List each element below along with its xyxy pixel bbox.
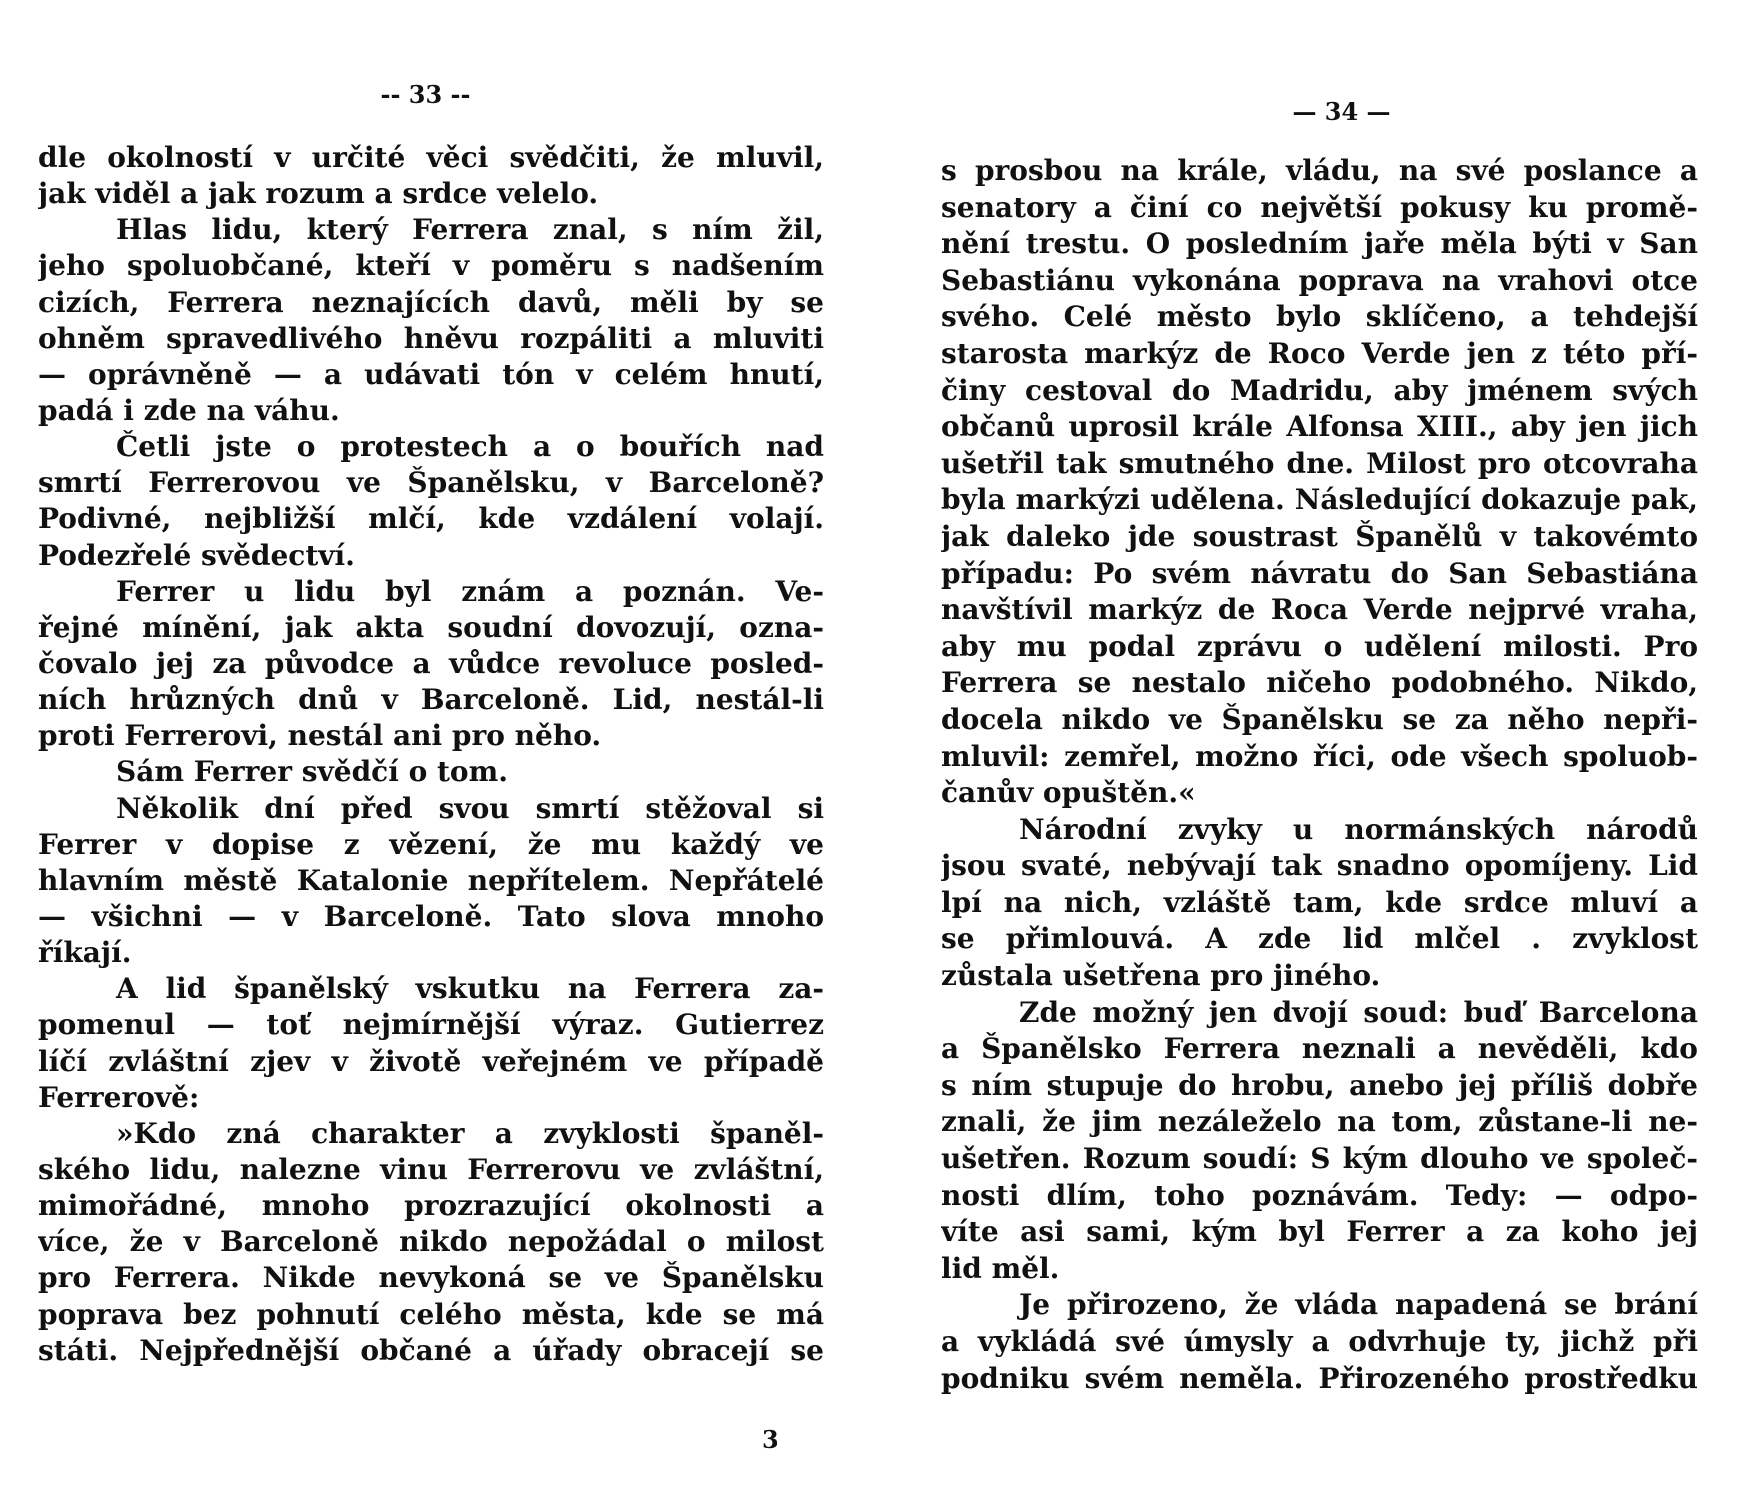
text-line: jsou svaté, nebývají tak snadno opomíjeny. Lid (941, 849, 1698, 883)
text-line: hlavním městě Katalonie nepřítelem. Nepřátelé (38, 863, 824, 897)
text-line: pomenul — toť nejmírnější výraz. Gutierrez (38, 1008, 824, 1042)
text-line: dle okolností v určité věci svědčiti, že mluvil, (38, 141, 824, 174)
text-line: znali, že jim nezáleželo na tom, zůstane-li ne- (941, 1105, 1698, 1139)
text-line: Ferrera se nestalo ničeho podobného. Nikdo, (941, 666, 1698, 700)
text-line: Národní zvyky u normánských národů (1019, 812, 1698, 846)
text-line: ních hrůzných dnů v Barceloně. Lid, nestál-li (38, 683, 824, 717)
text-line: jak daleko jde soustrast Španělů v takovémto (941, 519, 1698, 553)
text-line: proti Ferrerovi, nestál ani pro něho. (38, 719, 602, 753)
text-line: »Kdo zná charakter a zvyklosti španěl- (116, 1116, 824, 1150)
text-line: cizích, Ferrera neznajících davů, měli by se (38, 285, 824, 319)
page-number-left: -- 33 -- (380, 80, 471, 109)
text-line: jak viděl a jak rozum a srdce velelo. (38, 177, 599, 211)
text-line: a vykládá své úmysly a odvrhuje ty, jichž při (941, 1325, 1698, 1358)
page-number-right: — 34 — (1292, 97, 1391, 126)
text-line: Ferrerově: (38, 1080, 200, 1114)
text-line: občanů uprosil krále Alfonsa XIII., aby jen jich (941, 410, 1698, 444)
text-line: docela nikdo ve Španělsku se za něho nepři- (941, 702, 1698, 736)
text-line: mimořádné, mnoho prozrazující okolnosti a (38, 1189, 824, 1223)
text-line: s prosbou na krále, vládu, na své poslance a (941, 154, 1698, 187)
text-line: více, že v Barceloně nikdo nepožádal o milost (38, 1225, 824, 1259)
text-line: Sám Ferrer svědčí o tom. (116, 755, 508, 789)
text-line: čovalo jej za původce a vůdce revoluce posled- (38, 646, 824, 680)
text-line: senatory a činí co největší pokusy ku promě- (941, 190, 1698, 224)
text-line: Ferrer u lidu byl znám a poznán. Ve- (116, 574, 824, 608)
text-line: — všichni — v Barceloně. Tato slova mnoho (38, 899, 824, 933)
left-page-text (38, 140, 824, 1369)
text-line: Sebastiánu vykonána poprava na vrahovi otce (941, 263, 1698, 297)
text-line: Zde možný jen dvojí soud: buď Barcelona (1019, 995, 1698, 1029)
text-line: ohněm spravedlivého hněvu rozpáliti a mluviti (38, 321, 824, 355)
text-line: víte asi sami, kým byl Ferrer a za koho jej (941, 1215, 1698, 1249)
text-line: případu: Po svém návratu do San Sebastiána (941, 556, 1698, 590)
text-line: líčí zvláštní zjev v životě veřejném ve případě (38, 1044, 824, 1078)
text-line: lid měl. (941, 1251, 1060, 1285)
text-line: navštívil markýz de Roca Verde nejprvé vraha, (941, 593, 1698, 627)
text-line: Je přirozeno, že vláda napadená se brání (1019, 1288, 1698, 1322)
text-line: jeho spoluobčané, kteří v poměru s nadšením (38, 249, 824, 283)
text-line: ského lidu, nalezne vinu Ferrerovu ve zvláštní, (38, 1152, 824, 1186)
text-line: starosta markýz de Roco Verde jen z této pří- (941, 336, 1698, 370)
text-line: Četli jste o protestech a o bouřích nad (116, 430, 824, 464)
text-line: čanův opuštěn.« (941, 776, 1196, 810)
text-line: s ním stupuje do hrobu, anebo jej příliš dobře (941, 1068, 1698, 1102)
text-line: se přimlouvá. A zde lid mlčel . zvyklost (941, 922, 1698, 956)
text-line: podniku svém neměla. Přirozeného prostředku (941, 1361, 1698, 1395)
text-line: Hlas lidu, který Ferrera znal, s ním žil, (116, 213, 824, 247)
text-line: lpí na nich, vzláště tam, kde srdce mluví a (941, 885, 1698, 919)
text-line: padá i zde na váhu. (38, 393, 340, 427)
text-line: svého. Celé město bylo sklíčeno, a tehdejší (941, 300, 1698, 334)
text-line: Podivné, nejbližší mlčí, kde vzdálení volají. (38, 502, 824, 536)
text-line: nosti dlím, toho poznávám. Tedy: — odpo- (941, 1178, 1698, 1212)
text-line: řejné mínění, jak akta soudní dovozují, ozna- (38, 610, 824, 644)
text-line: ušetřen. Rozum soudí: S kým dlouho ve společ- (941, 1142, 1698, 1176)
text-line: byla markýzi udělena. Následující dokazuje pak, (941, 483, 1698, 517)
text-line: poprava bez pohnutí celého města, kde se má (38, 1297, 824, 1331)
text-line: a Španělsko Ferrera neznali a nevěděli, kdo (941, 1032, 1698, 1066)
text-line: pro Ferrera. Nikde nevykoná se ve Španělsku (38, 1261, 824, 1295)
text-line: Ferrer v dopise z vězení, že mu každý ve (38, 827, 824, 861)
text-line: mluvil: zemřel, možno říci, ode všech spoluob- (941, 739, 1698, 773)
text-line: říkají. (38, 936, 132, 970)
right-page-text (941, 153, 1698, 1397)
text-line: Podezřelé svědectví. (38, 538, 355, 572)
text-line: aby mu podal zprávu o udělení milosti. Pro (941, 629, 1698, 663)
text-line: A lid španělský vskutku na Ferrera za- (116, 972, 824, 1006)
text-line: nění trestu. O posledním jaře měla býti v San (941, 227, 1698, 261)
text-line: Několik dní před svou smrtí stěžoval si (116, 791, 824, 825)
text-line: státi. Nejpřednější občané a úřady obracejí se (38, 1333, 824, 1367)
text-line: — oprávněně — a udávati tón v celém hnutí, (38, 357, 824, 391)
text-line: činy cestoval do Madridu, aby jménem svých (941, 373, 1698, 407)
text-line: smrtí Ferrerovou ve Španělsku, v Barceloně? (38, 466, 824, 500)
signature-mark: 3 (762, 1425, 779, 1454)
text-line: zůstala ušetřena pro jiného. (941, 959, 1381, 993)
text-line: ušetřil tak smutného dne. Milost pro otcovraha (941, 446, 1698, 480)
